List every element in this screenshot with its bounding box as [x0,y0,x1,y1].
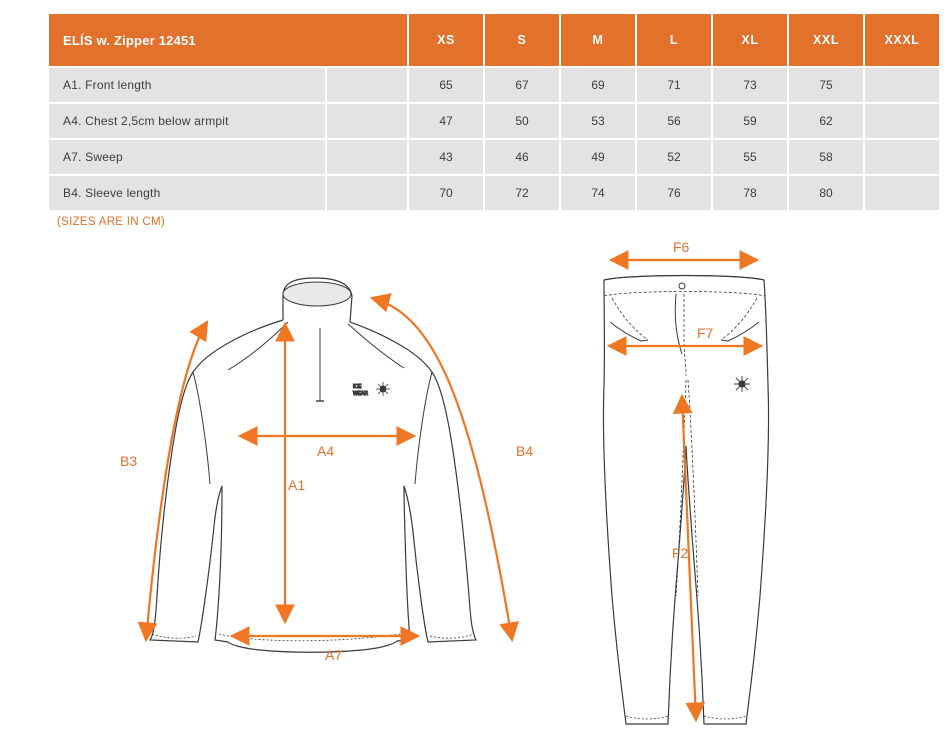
measure-value: 67 [484,67,560,103]
size-header-xxl: XXL [788,13,864,67]
measure-value: 53 [560,103,636,139]
measure-value: 70 [408,175,484,211]
size-header-l: L [636,13,712,67]
snowflake-icon [376,382,390,396]
measurement-label: B4. Sleeve length [48,175,326,211]
measurement-label: A1. Front length [48,67,326,103]
measure-value: 59 [712,103,788,139]
measure-value: 78 [712,175,788,211]
measure-value: 55 [712,139,788,175]
measure-value: 52 [636,139,712,175]
size-header-s: S [484,13,560,67]
measure-value [864,139,940,175]
measure-value: 72 [484,175,560,211]
measure-value: 75 [788,67,864,103]
measurement-label: A7. Sweep [48,139,326,175]
measurement-label: A4. Chest 2,5cm below armpit [48,103,326,139]
measure-value: 73 [712,67,788,103]
label-a4: A4 [317,443,335,459]
measure-value: 62 [788,103,864,139]
label-f6: F6 [673,239,690,255]
label-b4: B4 [516,443,534,459]
snowflake-icon [734,376,750,392]
size-table-body [48,67,940,211]
measure-value: 46 [484,139,560,175]
table-row [48,139,940,175]
brand-line-1: ICE [353,384,362,390]
size-header-xs: XS [408,13,484,67]
table-row [48,175,940,211]
measure-value [864,175,940,211]
measure-value: 69 [560,67,636,103]
brand-line-2: WEAR [353,391,368,397]
spacer-cell [326,67,408,103]
size-header-xl: XL [712,13,788,67]
table-row [48,67,940,103]
label-f2: F2 [672,545,689,561]
size-table-header [48,13,940,67]
label-f7: F7 [697,325,714,341]
size-header-xxxl: XXXL [864,13,940,67]
measure-value: 71 [636,67,712,103]
table-header-row [48,13,940,67]
units-note: (SIZES ARE IN CM) [57,216,165,228]
measure-value: 76 [636,175,712,211]
measure-value [864,103,940,139]
measure-value: 50 [484,103,560,139]
product-title: ELÍS w. Zipper 12451 [48,13,408,67]
measure-value [864,67,940,103]
spacer-cell [326,175,408,211]
fleece-top-illustration [150,278,476,652]
spacer-cell [326,103,408,139]
measure-value: 58 [788,139,864,175]
measure-value: 74 [560,175,636,211]
size-header-m: M [560,13,636,67]
measure-value: 65 [408,67,484,103]
measure-value: 49 [560,139,636,175]
spacer-cell [326,139,408,175]
size-table [47,12,941,212]
measure-value: 80 [788,175,864,211]
measure-value: 43 [408,139,484,175]
table-row [48,103,940,139]
label-b3: B3 [120,453,138,469]
label-a7: A7 [325,647,343,663]
measure-value: 56 [636,103,712,139]
label-a1: A1 [288,477,306,493]
measure-value: 47 [408,103,484,139]
garment-illustrations [0,236,949,754]
